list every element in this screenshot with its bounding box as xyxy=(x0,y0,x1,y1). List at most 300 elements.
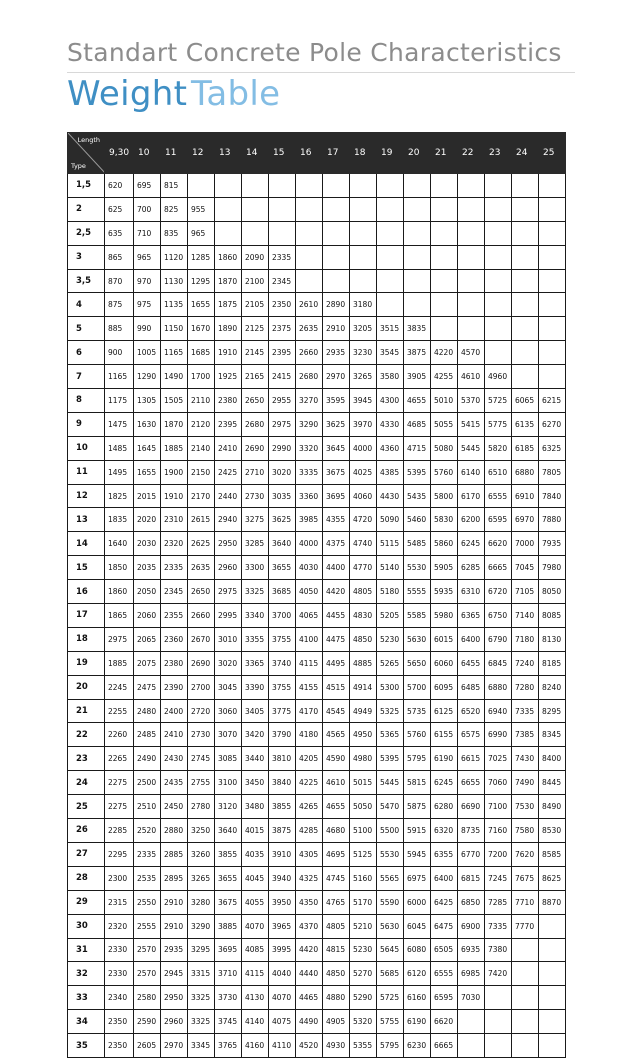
weight-cell: 5915 xyxy=(404,819,431,843)
weight-cell: 5370 xyxy=(458,389,485,413)
weight-cell: 5760 xyxy=(431,460,458,484)
weight-cell: 2335 xyxy=(161,556,188,580)
weight-cell xyxy=(242,174,269,198)
table-row xyxy=(68,436,566,460)
table-row xyxy=(68,221,566,245)
weight-cell: 2260 xyxy=(105,723,134,747)
weight-cell: 5230 xyxy=(350,938,377,962)
weight-cell: 2435 xyxy=(161,771,188,795)
weight-cell: 3320 xyxy=(296,436,323,460)
weight-cell: 5160 xyxy=(350,866,377,890)
type-cell: 7 xyxy=(68,365,105,389)
weight-cell: 6555 xyxy=(431,962,458,986)
weight-cell xyxy=(539,341,566,365)
weight-cell: 4160 xyxy=(242,1034,269,1058)
weight-cell xyxy=(512,1034,539,1058)
weight-cell: 2350 xyxy=(105,1010,134,1034)
weight-cell: 4030 xyxy=(296,556,323,580)
table-row xyxy=(68,986,566,1010)
weight-cell: 5830 xyxy=(431,508,458,532)
weight-cell: 4805 xyxy=(350,580,377,604)
weight-cell: 7380 xyxy=(485,938,512,962)
weight-cell: 4590 xyxy=(323,747,350,771)
weight-cell: 2065 xyxy=(134,627,161,651)
weight-cell: 2105 xyxy=(242,293,269,317)
weight-cell: 2635 xyxy=(296,317,323,341)
weight-cell: 7935 xyxy=(539,532,566,556)
weight-cell: 1165 xyxy=(161,341,188,365)
weight-cell: 2490 xyxy=(134,747,161,771)
weight-cell: 4000 xyxy=(296,532,323,556)
weight-cell xyxy=(323,174,350,198)
weight-cell: 870 xyxy=(105,269,134,293)
weight-cell: 5815 xyxy=(404,771,431,795)
weight-cell: 5325 xyxy=(377,699,404,723)
weight-cell: 5795 xyxy=(377,1034,404,1058)
weight-cell: 2960 xyxy=(161,1010,188,1034)
weight-cell: 7100 xyxy=(485,795,512,819)
weight-cell: 7335 xyxy=(485,914,512,938)
weight-cell: 7285 xyxy=(485,890,512,914)
weight-cell xyxy=(296,221,323,245)
weight-cell: 3625 xyxy=(323,412,350,436)
weight-cell: 5355 xyxy=(350,1034,377,1058)
weight-cell: 1885 xyxy=(105,651,134,675)
weight-cell: 3285 xyxy=(242,532,269,556)
weight-cell xyxy=(485,341,512,365)
length-header-cell: 9,30 xyxy=(105,133,134,174)
weight-cell: 3390 xyxy=(242,675,269,699)
weight-cell xyxy=(485,221,512,245)
weight-cell xyxy=(323,221,350,245)
weight-cell: 3695 xyxy=(323,484,350,508)
weight-cell: 4695 xyxy=(323,842,350,866)
table-row xyxy=(68,747,566,771)
weight-cell xyxy=(188,174,215,198)
table-row xyxy=(68,627,566,651)
length-header-cell: 13 xyxy=(215,133,242,174)
weight-cell: 3625 xyxy=(269,508,296,532)
weight-cell: 1135 xyxy=(161,293,188,317)
weight-cell: 815 xyxy=(161,174,188,198)
weight-cell: 6880 xyxy=(512,460,539,484)
weight-cell xyxy=(485,245,512,269)
weight-cell: 4885 xyxy=(350,651,377,675)
weight-cell: 2330 xyxy=(105,938,134,962)
weight-cell: 5300 xyxy=(377,675,404,699)
weight-cell: 4850 xyxy=(350,627,377,651)
weight-cell: 1120 xyxy=(161,245,188,269)
weight-cell xyxy=(431,221,458,245)
weight-cell: 6595 xyxy=(431,986,458,1010)
weight-cell: 4430 xyxy=(377,484,404,508)
table-row xyxy=(68,1034,566,1058)
weight-cell: 4420 xyxy=(323,580,350,604)
weight-cell: 6475 xyxy=(431,914,458,938)
weight-cell: 6065 xyxy=(512,389,539,413)
weight-cell xyxy=(539,1010,566,1034)
length-header-cell: 11 xyxy=(161,133,188,174)
weight-cell xyxy=(485,986,512,1010)
table-row xyxy=(68,866,566,890)
weight-cell: 2755 xyxy=(188,771,215,795)
weight-cell xyxy=(404,221,431,245)
weight-cell xyxy=(377,245,404,269)
weight-cell: 3060 xyxy=(215,699,242,723)
weight-cell: 2375 xyxy=(269,317,296,341)
weight-cell: 4960 xyxy=(485,365,512,389)
weight-cell: 4570 xyxy=(458,341,485,365)
weight-cell: 2050 xyxy=(134,580,161,604)
weight-cell xyxy=(485,174,512,198)
weight-cell: 7710 xyxy=(512,890,539,914)
weight-cell: 2030 xyxy=(134,532,161,556)
weight-cell: 2660 xyxy=(188,604,215,628)
weight-cell: 6615 xyxy=(458,747,485,771)
length-header-cell: 15 xyxy=(269,133,296,174)
weight-cell: 1870 xyxy=(215,269,242,293)
weight-cell: 6620 xyxy=(431,1010,458,1034)
weight-cell xyxy=(539,245,566,269)
weight-cell: 1285 xyxy=(188,245,215,269)
length-axis-label: Length xyxy=(77,136,100,144)
weight-cell: 4180 xyxy=(296,723,323,747)
weight-cell: 8295 xyxy=(539,699,566,723)
weight-cell: 2990 xyxy=(269,436,296,460)
weight-cell: 7490 xyxy=(512,771,539,795)
weight-cell: 4015 xyxy=(242,819,269,843)
weight-cell: 5290 xyxy=(350,986,377,1010)
weight-cell: 1870 xyxy=(161,412,188,436)
weight-cell xyxy=(296,269,323,293)
weight-cell xyxy=(431,293,458,317)
weight-cell xyxy=(431,174,458,198)
type-cell: 24 xyxy=(68,771,105,795)
weight-cell: 4130 xyxy=(242,986,269,1010)
weight-cell: 885 xyxy=(105,317,134,341)
weight-cell xyxy=(539,962,566,986)
weight-cell: 2510 xyxy=(134,795,161,819)
weight-cell: 4765 xyxy=(323,890,350,914)
weight-cell: 2265 xyxy=(105,747,134,771)
weight-cell: 8625 xyxy=(539,866,566,890)
weight-cell: 1925 xyxy=(215,365,242,389)
weight-cell: 2170 xyxy=(188,484,215,508)
weight-cell: 3910 xyxy=(269,842,296,866)
length-header-cell: 20 xyxy=(404,133,431,174)
weight-cell: 2535 xyxy=(134,866,161,890)
table-header-row xyxy=(68,133,566,174)
weight-cell: 6455 xyxy=(458,651,485,675)
weight-cell: 3685 xyxy=(269,580,296,604)
weight-cell xyxy=(242,197,269,221)
weight-cell xyxy=(512,174,539,198)
table-row xyxy=(68,532,566,556)
weight-cell: 2555 xyxy=(134,914,161,938)
weight-cell: 4770 xyxy=(350,556,377,580)
weight-cell: 2350 xyxy=(269,293,296,317)
weight-table xyxy=(67,132,566,1058)
weight-cell: 2650 xyxy=(188,580,215,604)
weight-cell: 2145 xyxy=(242,341,269,365)
weight-cell: 1130 xyxy=(161,269,188,293)
weight-cell xyxy=(377,293,404,317)
table-row xyxy=(68,412,566,436)
weight-cell: 2690 xyxy=(242,436,269,460)
weight-cell: 2950 xyxy=(161,986,188,1010)
weight-cell: 2615 xyxy=(188,508,215,532)
weight-cell: 6400 xyxy=(431,866,458,890)
weight-cell: 5050 xyxy=(350,795,377,819)
weight-cell xyxy=(539,1034,566,1058)
weight-cell: 3855 xyxy=(269,795,296,819)
weight-cell: 6505 xyxy=(431,938,458,962)
weight-cell: 900 xyxy=(105,341,134,365)
weight-cell: 2960 xyxy=(215,556,242,580)
weight-cell: 2910 xyxy=(161,914,188,938)
weight-cell: 7245 xyxy=(485,866,512,890)
weight-cell: 3695 xyxy=(215,938,242,962)
weight-cell: 3280 xyxy=(188,890,215,914)
type-cell: 2,5 xyxy=(68,221,105,245)
weight-cell xyxy=(458,269,485,293)
weight-cell xyxy=(458,1034,485,1058)
weight-cell xyxy=(431,197,458,221)
table-row xyxy=(68,365,566,389)
weight-cell: 6750 xyxy=(485,604,512,628)
weight-cell: 5905 xyxy=(431,556,458,580)
weight-cell: 6215 xyxy=(539,389,566,413)
table-row xyxy=(68,842,566,866)
weight-cell: 4545 xyxy=(323,699,350,723)
weight-cell: 5725 xyxy=(485,389,512,413)
weight-cell: 7180 xyxy=(512,627,539,651)
weight-cell: 4515 xyxy=(323,675,350,699)
table-heading xyxy=(67,74,280,114)
weight-cell: 875 xyxy=(105,293,134,317)
weight-cell: 3205 xyxy=(350,317,377,341)
type-cell: 34 xyxy=(68,1010,105,1034)
weight-cell: 6990 xyxy=(485,723,512,747)
weight-cell: 2780 xyxy=(188,795,215,819)
weight-cell: 2285 xyxy=(105,819,134,843)
type-cell: 5 xyxy=(68,317,105,341)
weight-cell: 6850 xyxy=(458,890,485,914)
weight-cell xyxy=(215,174,242,198)
weight-cell: 2570 xyxy=(134,938,161,962)
weight-cell xyxy=(512,986,539,1010)
type-cell: 26 xyxy=(68,819,105,843)
weight-cell: 4420 xyxy=(296,938,323,962)
length-header-cell: 24 xyxy=(512,133,539,174)
weight-cell: 4385 xyxy=(377,460,404,484)
weight-cell: 2275 xyxy=(105,771,134,795)
weight-cell: 3450 xyxy=(242,771,269,795)
type-cell: 6 xyxy=(68,341,105,365)
weight-cell: 1825 xyxy=(105,484,134,508)
weight-cell xyxy=(512,317,539,341)
table-row xyxy=(68,580,566,604)
weight-cell: 1860 xyxy=(105,580,134,604)
weight-cell: 1290 xyxy=(134,365,161,389)
weight-cell: 5270 xyxy=(350,962,377,986)
weight-cell: 1655 xyxy=(188,293,215,317)
weight-cell: 2345 xyxy=(161,580,188,604)
weight-cell: 4930 xyxy=(323,1034,350,1058)
weight-cell: 2995 xyxy=(215,604,242,628)
weight-cell: 4495 xyxy=(323,651,350,675)
weight-cell: 3730 xyxy=(215,986,242,1010)
type-cell: 30 xyxy=(68,914,105,938)
weight-cell xyxy=(485,269,512,293)
weight-cell: 4045 xyxy=(242,866,269,890)
weight-cell: 2020 xyxy=(134,508,161,532)
weight-cell: 5585 xyxy=(404,604,431,628)
weight-cell: 2075 xyxy=(134,651,161,675)
weight-cell: 710 xyxy=(134,221,161,245)
weight-cell: 6160 xyxy=(404,986,431,1010)
type-cell: 35 xyxy=(68,1034,105,1058)
weight-cell: 2335 xyxy=(134,842,161,866)
weight-cell: 3745 xyxy=(215,1010,242,1034)
weight-cell: 3950 xyxy=(269,890,296,914)
weight-cell: 700 xyxy=(134,197,161,221)
weight-cell: 6230 xyxy=(404,1034,431,1058)
weight-cell: 2650 xyxy=(242,389,269,413)
weight-cell: 6845 xyxy=(485,651,512,675)
weight-cell: 5700 xyxy=(404,675,431,699)
weight-cell: 2380 xyxy=(161,651,188,675)
weight-cell: 5100 xyxy=(350,819,377,843)
weight-cell: 2660 xyxy=(296,341,323,365)
weight-cell: 2910 xyxy=(161,890,188,914)
weight-cell: 3655 xyxy=(215,866,242,890)
weight-cell: 4205 xyxy=(296,747,323,771)
weight-cell: 2360 xyxy=(161,627,188,651)
weight-cell xyxy=(350,197,377,221)
weight-cell: 4375 xyxy=(323,532,350,556)
table-row xyxy=(68,389,566,413)
weight-cell xyxy=(296,174,323,198)
weight-cell xyxy=(350,245,377,269)
weight-cell: 3855 xyxy=(215,842,242,866)
weight-cell: 8085 xyxy=(539,604,566,628)
weight-cell: 3265 xyxy=(350,365,377,389)
weight-cell: 5230 xyxy=(377,627,404,651)
weight-cell: 3070 xyxy=(215,723,242,747)
weight-cell: 3655 xyxy=(269,556,296,580)
weight-cell xyxy=(485,293,512,317)
type-cell: 28 xyxy=(68,866,105,890)
weight-cell: 3995 xyxy=(269,938,296,962)
weight-cell: 2320 xyxy=(105,914,134,938)
weight-cell: 7580 xyxy=(512,819,539,843)
weight-cell: 4850 xyxy=(323,962,350,986)
weight-cell: 6285 xyxy=(458,556,485,580)
weight-cell xyxy=(539,221,566,245)
weight-cell: 2390 xyxy=(161,675,188,699)
weight-cell: 4140 xyxy=(242,1010,269,1034)
weight-cell: 3970 xyxy=(350,412,377,436)
weight-cell: 2395 xyxy=(215,412,242,436)
weight-cell xyxy=(539,317,566,341)
weight-cell: 5470 xyxy=(377,795,404,819)
weight-cell: 2890 xyxy=(323,293,350,317)
weight-cell: 3905 xyxy=(404,365,431,389)
weight-cell xyxy=(215,221,242,245)
weight-cell: 7030 xyxy=(458,986,485,1010)
weight-cell: 4655 xyxy=(323,795,350,819)
weight-cell: 6815 xyxy=(458,866,485,890)
weight-cell xyxy=(269,197,296,221)
weight-cell: 4715 xyxy=(404,436,431,460)
weight-cell: 4100 xyxy=(296,627,323,651)
weight-cell: 6425 xyxy=(431,890,458,914)
weight-cell: 4115 xyxy=(242,962,269,986)
weight-cell: 4950 xyxy=(350,723,377,747)
weight-cell: 3230 xyxy=(350,341,377,365)
weight-cell: 4265 xyxy=(296,795,323,819)
length-header-cell: 19 xyxy=(377,133,404,174)
weight-cell: 3325 xyxy=(242,580,269,604)
weight-cell: 2480 xyxy=(134,699,161,723)
type-cell: 10 xyxy=(68,436,105,460)
weight-cell: 7385 xyxy=(512,723,539,747)
weight-cell: 8530 xyxy=(539,819,566,843)
weight-cell: 3325 xyxy=(188,1010,215,1034)
weight-cell: 955 xyxy=(188,197,215,221)
weight-cell: 2320 xyxy=(161,532,188,556)
weight-cell: 2895 xyxy=(161,866,188,890)
weight-cell: 4220 xyxy=(431,341,458,365)
weight-cell: 3875 xyxy=(404,341,431,365)
weight-cell: 6485 xyxy=(458,675,485,699)
weight-cell: 6900 xyxy=(458,914,485,938)
header-corner-cell xyxy=(68,133,105,174)
weight-cell: 3940 xyxy=(269,866,296,890)
weight-cell: 6080 xyxy=(404,938,431,962)
weight-cell: 3885 xyxy=(215,914,242,938)
weight-cell: 5860 xyxy=(431,532,458,556)
weight-cell: 2590 xyxy=(134,1010,161,1034)
weight-cell: 6200 xyxy=(458,508,485,532)
weight-cell: 2885 xyxy=(161,842,188,866)
type-cell: 18 xyxy=(68,627,105,651)
weight-cell: 2400 xyxy=(161,699,188,723)
weight-cell: 4110 xyxy=(269,1034,296,1058)
weight-cell: 2350 xyxy=(105,1034,134,1058)
weight-cell: 4914 xyxy=(350,675,377,699)
weight-cell: 1910 xyxy=(161,484,188,508)
weight-cell: 2035 xyxy=(134,556,161,580)
type-cell: 27 xyxy=(68,842,105,866)
table-row xyxy=(68,819,566,843)
type-cell: 13 xyxy=(68,508,105,532)
table-row xyxy=(68,317,566,341)
weight-cell: 5080 xyxy=(431,436,458,460)
weight-cell: 6000 xyxy=(404,890,431,914)
weight-cell: 965 xyxy=(134,245,161,269)
weight-cell: 6280 xyxy=(431,795,458,819)
table-row xyxy=(68,460,566,484)
weight-cell: 8490 xyxy=(539,795,566,819)
weight-cell: 2935 xyxy=(161,938,188,962)
weight-cell: 3360 xyxy=(296,484,323,508)
weight-cell: 2680 xyxy=(296,365,323,389)
weight-cell: 6355 xyxy=(431,842,458,866)
weight-cell: 4745 xyxy=(323,866,350,890)
weight-cell: 2970 xyxy=(323,365,350,389)
